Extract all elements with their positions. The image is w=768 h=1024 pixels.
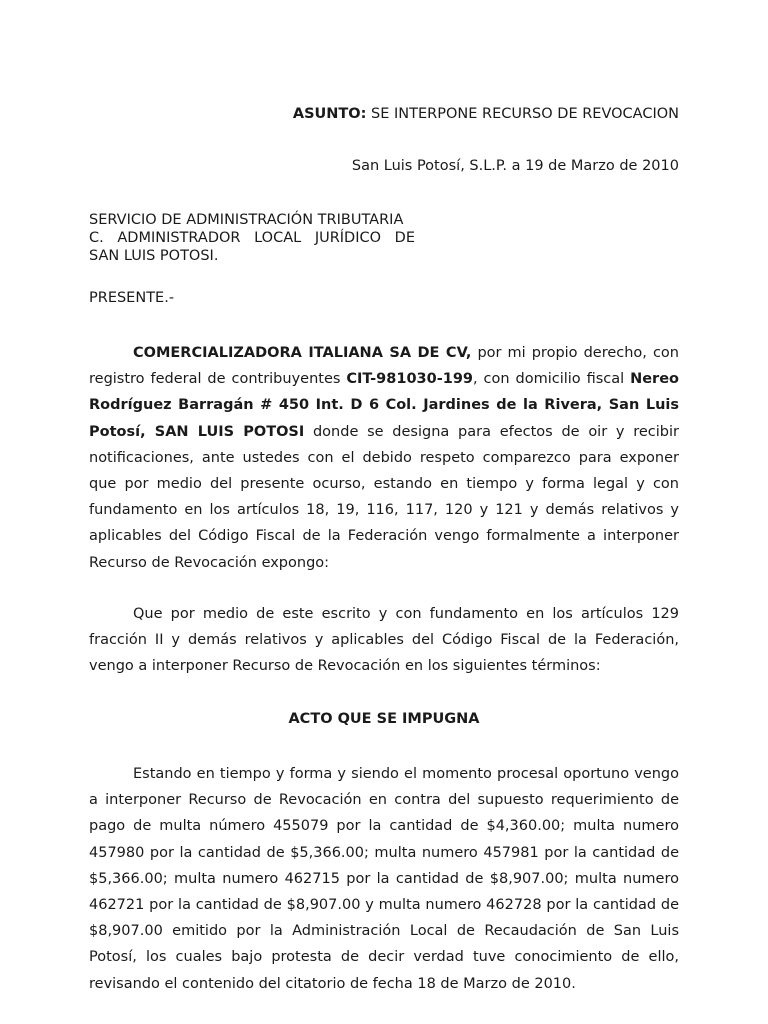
subject-label: ASUNTO: [292, 106, 367, 122]
addressee-line-1: SERVICIO DE ADMINISTRACIÓN TRIBUTARIA [89, 212, 404, 228]
intro-text-1: por mi propio derecho, con registro federal de contribuyentes [89, 345, 679, 388]
place-date-line: San Luis Potosí, S.L.P. a 19 de Marzo de 2010 [351, 158, 679, 174]
intro-text-2: , con domicilio fiscal [473, 371, 631, 388]
intro-text-3: donde se designa para efectos de oir y recibir notificaciones, ante ustedes con el debido respeto comparezco para exponer que por medio del presente ocurso, estando en tiempo y forma legal y con fundamento en los artículos 18, 19, 116, 117, 120 y 121 y demás relativos y aplicables del Código Fiscal de la Federación vengo formalmente a interponer Recurso de Revocación expongo: [89, 423, 679, 571]
subject-line [293, 106, 679, 122]
addressee-line-3: SAN LUIS POTOSI. [89, 248, 219, 264]
fiscal-address: Nereo Rodríguez Barragán # 450 Int. D 6 Col. Jardines de la Rivera, San Luis Potosí, SAN LUIS POTOSI [89, 371, 679, 440]
subject-text: SE INTERPONE RECURSO DE REVOCACION [366, 106, 679, 122]
legal-basis-paragraph [89, 601, 679, 680]
section-heading: ACTO QUE SE IMPUGNA [288, 711, 480, 727]
company-name: COMERCIALIZADORA ITALIANA SA DE CV, [133, 345, 472, 361]
act-text: Estando en tiempo y forma y siendo el momento procesal oportuno vengo a interponer Recurso de Revocación en contra del supuesto requerimiento de pago de multa número 455079 por la cantidad de $4,360.00; multa numero 457980 por la cantidad de $5,366.00; multa numero 457981 por la cantidad de $5,366.00; multa numero 462715 por la cantidad de $8,907.00; multa numero 462721 por la cantidad de $8,907.00 y multa numero 462728 por la cantidad de $8,907.00 emitido por la Administración Local de Recaudación de San Luis Potosí, los cuales bajo protesta de decir verdad tuve conocimiento de ello, revisando el contenido del citatorio de fecha 18 de Marzo de 2010. [89, 766, 679, 992]
addressee-line-2: C. ADMINISTRADOR LOCAL JURÍDICO DE [89, 230, 415, 246]
legal-basis-text: Que por medio de este escrito y con fundamento en los artículos 129 fracción II y demás relativos y aplicables del Código Fiscal de la Federación, vengo a interponer Recurso de Revocación en los siguientes términos: [89, 606, 679, 675]
rfc-number: CIT-981030-199 [346, 371, 473, 388]
presente-line: PRESENTE.- [89, 290, 175, 306]
act-paragraph [89, 761, 679, 997]
intro-paragraph [89, 340, 679, 576]
addressee-block [89, 211, 419, 265]
